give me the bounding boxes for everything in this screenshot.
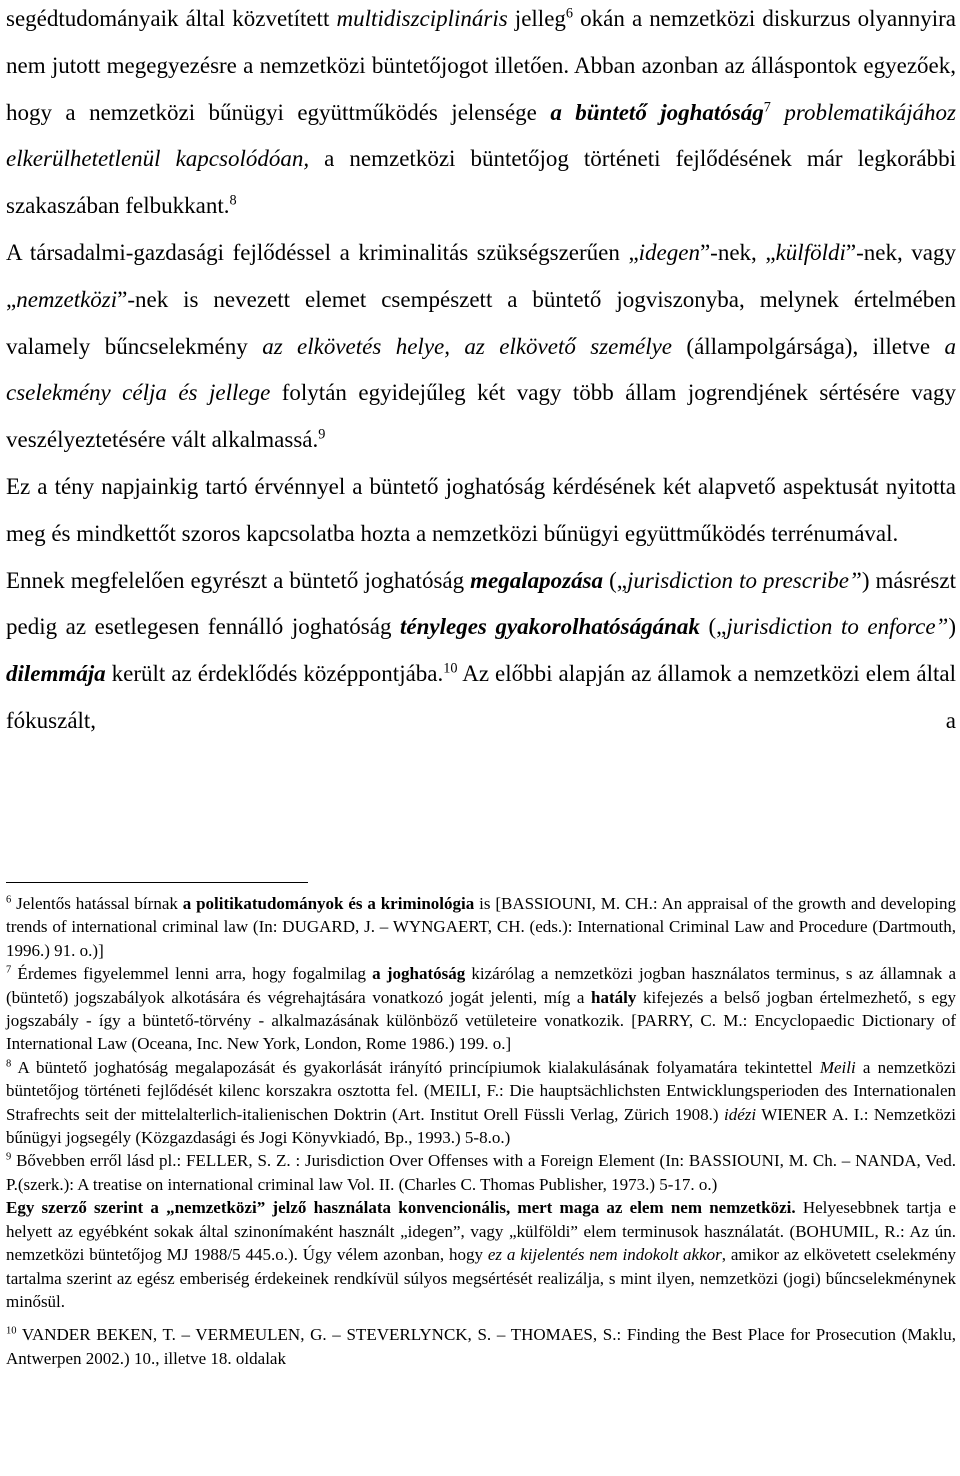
text-run: (állampolgársága), illetve bbox=[672, 333, 945, 359]
italic-text: multidiszciplináris bbox=[336, 6, 508, 31]
text-run: kifejezés a belső jogban értelmezhető, s egy jogszabály - így a büntető-törvény - alkalmazásának különböző vetületeire vonatkozik. [PARRY, C. M.: Encyclopaedic Dictionary of International Law (Oceana, Inc. New York, London, Rome 1986.) 199. o.] bbox=[6, 987, 957, 1054]
text-run: is [BASSIOUNI, M. CH.: An appraisal of the growth and developing trends of international criminal law (In: DUGARD, J. – WYNGAERT, CH. (eds.): International Criminal Law and Procedure (Dartmouth, 1996.) 91. o.)] bbox=[6, 894, 956, 960]
text-run: ”-nek is nevezett elemet csempészett a büntető jogviszonyba, melynek értelmében valamely bűncselekmény bbox=[6, 286, 956, 359]
bold-italic-text: dilemmája bbox=[6, 661, 106, 687]
bold-italic-text: a büntető joghatóság bbox=[550, 99, 764, 125]
text-run: A büntető joghatóság megalapozását és gyakorlását irányító princípiumok kialakulásának folyamatára tekintettel bbox=[11, 1057, 820, 1077]
bold-text: a politikatudományok és a kriminológia bbox=[182, 894, 475, 913]
footnote-number: 9 bbox=[6, 1151, 12, 1163]
italic-text: Meili bbox=[819, 1057, 856, 1077]
footnote-ref: 6 bbox=[565, 5, 574, 22]
footnote-ref: 7 bbox=[763, 98, 771, 115]
footnote-number: 6 bbox=[6, 894, 12, 906]
paragraph: Ez a tény napjainkig tartó érvénnyel a büntető joghatóság kérdésének két alapvető aspektusát nyitotta meg és mindkettőt szoros kapcsolatba hozta a nemzetközi bűnügyi együttműködés terrénumával. bbox=[6, 473, 956, 546]
text-run: ”-nek, „ bbox=[699, 239, 776, 265]
text-run: folytán egyidejűleg két vagy több állam jogrendjének sértésére vagy veszélyeztetésére vált alkalmassá. bbox=[6, 380, 956, 453]
text-run: Érdemes figyelemmel lenni arra, hogy fogalmilag bbox=[11, 964, 373, 984]
text-run: Ennek megfelelően egyrészt a büntető joghatóság bbox=[6, 567, 471, 593]
paragraph bbox=[6, 230, 956, 464]
footnote-6 bbox=[6, 892, 956, 962]
text-run: Az előbbi alapján az államok a nemzetközi elem által fókuszált, a bbox=[6, 661, 956, 733]
italic-text: jurisdiction to enforce” bbox=[726, 614, 949, 640]
footnote-separator bbox=[6, 882, 308, 883]
text-run: került az érdeklődés középpontjába. bbox=[105, 661, 444, 687]
footnote-7 bbox=[6, 962, 956, 1056]
italic-text: külföldi bbox=[775, 239, 846, 265]
text-run: („ bbox=[603, 567, 627, 593]
text-run: Bővebben erről lásd pl.: FELLER, S. Z. : Jurisdiction Over Offenses with a Foreign Element (In: BASSIOUNI, M. Ch. – NANDA, Ved. P.(szerk.): A treatise on international criminal law Vol. II. (Charles C. Thomas Publisher, 1973.) 5-17. o.) bbox=[6, 1151, 956, 1194]
bold-text: a joghatóság bbox=[372, 964, 466, 984]
footnote-9 bbox=[6, 1149, 956, 1313]
italic-text: az elkövetés helye, az elkövető személye bbox=[262, 333, 673, 359]
bold-italic-text: megalapozása bbox=[470, 567, 604, 593]
text-run: A társadalmi-gazdasági fejlődéssel a kriminalitás szükségszerűen „ bbox=[6, 239, 639, 265]
footnote-number: 7 bbox=[6, 964, 12, 976]
italic-text: problematikájához elkerülhetetlenül kapcsolódóan, bbox=[6, 99, 956, 172]
paragraph bbox=[6, 0, 956, 230]
footnote-10 bbox=[6, 1323, 956, 1370]
text-run: ”-nek, vagy „ bbox=[6, 239, 956, 312]
footnote-8 bbox=[6, 1056, 956, 1150]
bold-text: hatály bbox=[591, 987, 637, 1007]
paragraph bbox=[6, 558, 956, 745]
body-text bbox=[6, 0, 956, 745]
text-run: („ bbox=[699, 614, 727, 640]
italic-text: idézi bbox=[723, 1104, 757, 1124]
bold-italic-text: tényleges gyakorolhatóságának bbox=[400, 614, 700, 640]
text-run: segédtudományaik által közvetített bbox=[6, 6, 337, 31]
footnote-number: 8 bbox=[6, 1058, 12, 1070]
italic-text: idegen bbox=[638, 239, 700, 265]
italic-text: ez a kijelentés nem indokolt akkor bbox=[487, 1245, 722, 1265]
text-run: a nemzetközi büntetőjog történeti fejlődésének már legkorábbi szakaszában felbukkant. bbox=[6, 146, 956, 219]
text-run: Jelentős hatással bírnak bbox=[11, 894, 183, 913]
text-run: okán a nemzetközi diskurzus olyannyira nem jutott megegyezésre a nemzetközi büntetőjogot illetően. Abban azonban az álláspontok egyezőek, hogy a nemzetközi bűnügyi együttműködés jelensége bbox=[6, 6, 957, 125]
text-run: Helyesebbnek tartja e helyett az egyébként sokak által szinonímaként használt „idegen”, vagy „külföldi” elem terminusok használatát. (BOHUMIL, R.: Az ún. nemzetközi büntetőjog MJ 1988/5 445.o.). Úgy vélem azonban, hogy bbox=[6, 1198, 957, 1265]
italic-text: jurisdiction to prescribe” bbox=[626, 567, 862, 593]
text-run: ) bbox=[948, 614, 956, 640]
footnote-ref: 9 bbox=[318, 426, 326, 443]
bold-text: Egy szerző szerint a „nemzetközi” jelző használata konvencionális, mert maga az elem nem nemzetközi. bbox=[6, 1198, 796, 1218]
footnotes bbox=[6, 892, 956, 1370]
text-run: , amikor az elkövetett cselekmény tartalma szerint az egész emberiség érdekeinek rendkívül súlyos megsértését realizálja, s mint ilyen, nemzetközi (jogi) bűncselekménynek minősül. bbox=[6, 1245, 956, 1311]
text-run: kizárólag a nemzetközi jogban használatos terminus, s az államnak a (büntető) jogszabályok alkotására és végrehajtására vonatkozó jogát jelenti, míg a bbox=[6, 964, 957, 1007]
text-run: WIENER A. I.: Nemzetközi bűnügyi jogsegély (Közgazdasági és Jogi Könyvkiadó, Bp., 1993.) 5-8.o.) bbox=[6, 1104, 956, 1148]
italic-text: nemzetközi bbox=[16, 286, 118, 312]
text-run: ) másrészt pedig az esetlegesen fennálló joghatóság bbox=[6, 567, 956, 640]
text-run: VANDER BEKEN, T. – VERMEULEN, G. – STEVERLYNCK, S. – THOMAES, S.: Finding the Best Place for Prosecution (Maklu, Antwerpen 2002.) 10., illetve 18. oldalak bbox=[6, 1325, 956, 1368]
footnote-ref: 10 bbox=[443, 660, 458, 677]
text-run: jelleg bbox=[507, 6, 566, 31]
italic-text: a cselekmény célja és jellege bbox=[6, 333, 956, 406]
text-run: a nemzetközi büntetőjog történeti fejlődését kilenc korszakra osztotta fel. (MEILI, F.: Die hauptsächlichsten Entwicklungsperioden des Internationalen Strafrechts seit der mittelalterlich-italienischen Doktrin (Art. Institut Orell Füssli Verlag, Zürich 1908.) bbox=[6, 1057, 956, 1124]
footnote-ref: 8 bbox=[229, 192, 237, 209]
footnote-number: 10 bbox=[6, 1325, 17, 1337]
